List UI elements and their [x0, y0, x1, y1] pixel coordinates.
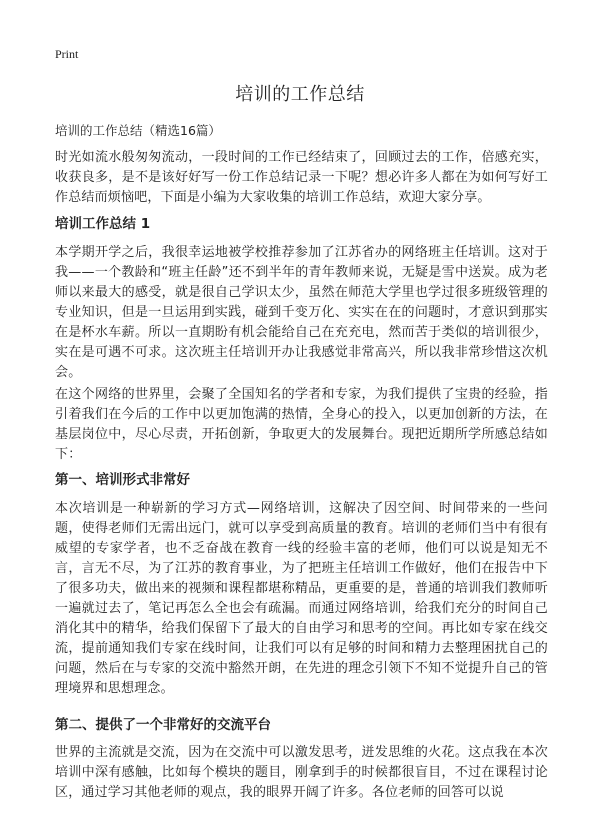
body-paragraph: 本次培训是一种崭新的学习方式—网络培训，这解决了因空间、时间带来的一些问题，使得老师们无需出远门，就可以享受到高质量的教育。培训的老师们当中有很有威望的专家学者，也不乏奋战在教育一线的经验丰富的老师，他们可以说是知无不言，言无不尽，为了江苏的教育事业，为了把班主任培训工作做好，他们在报告中下了很多功夫，做出来的视频和课程都堪称精品，更重要的是，普通的培训我们教师听一遍就过去了，笔记再怎么全也会有疏漏。而通过网络培训，给我们充分的时间自己消化其中的精华，给我们保留下了最大的自由学习和思考的空间。再比如专家在线交流，提前通知我们专家在线时间，让我们可以有足够的时间和精力去整理困扰自己的问题，然后在与专家的交流中豁然开朗，在先进的理念引领下不知不觉提升自己的管理境界和思想理念。 — [55, 501, 548, 696]
section-heading: 培训工作总结 1 — [55, 216, 151, 232]
section-heading: 第二、提供了一个非常好的交流平台 — [55, 717, 271, 733]
intro-paragraph: 时光如流水般匆匆流动，一段时间的工作已经结束了，回顾过去的工作，倍感充实，收获良多，是不是该好好写一份工作总结记录一下呢？想必许多人都在为如何写好工作总结而烦恼吧，下面是小编为大家收集的培训工作总结，欢迎大家分享。 — [55, 150, 548, 205]
body-paragraph: 本学期开学之后，我很幸运地被学校推荐参加了江苏省办的网络班主任培训。这对于我——一个教龄和“班主任龄”还不到半年的青年教师来说，无疑是雪中送炭。成为老师以来最大的感受，就是很自己学识太少，虽然在师范大学里也学过很多班级管理的专业知识，但是一旦运用到实践，碰到千变万化、实实在在的问题时，才意识到那实在是杯水车薪。所以一直期盼有机会能给自己在充充电，然而苦于类似的培训很少，实在是可遇不可求。这次班主任培训开办让我感觉非常高兴，所以我非常珍惜这次机会。 — [55, 245, 548, 380]
body-paragraph: 在这个网络的世界里，会聚了全国知名的学者和专家，为我们提供了宝贵的经验，指引着我们在今后的工作中以更加饱满的热情，全身心的投入，以更加创新的方法，在基层岗位中，尽心尽责，开拓创新，争取更大的发展舞台。现把近期所学所感总结如下： — [55, 387, 548, 462]
print-link[interactable]: Print — [55, 47, 79, 61]
page-title: 培训的工作总结 — [235, 84, 365, 105]
section-heading: 第一、培训形式非常好 — [55, 472, 190, 488]
document-subtitle: 培训的工作总结（精选16篇） — [55, 123, 221, 138]
body-paragraph: 世界的主流就是交流，因为在交流中可以激发思考，迸发思维的火花。这点我在本次培训中深有感触，比如每个模块的题目，刚拿到手的时候都很盲目，不过在课程讨论区，通过学习其他老师的观点，我的眼界开阔了许多。各位老师的回答可以说 — [55, 745, 548, 800]
